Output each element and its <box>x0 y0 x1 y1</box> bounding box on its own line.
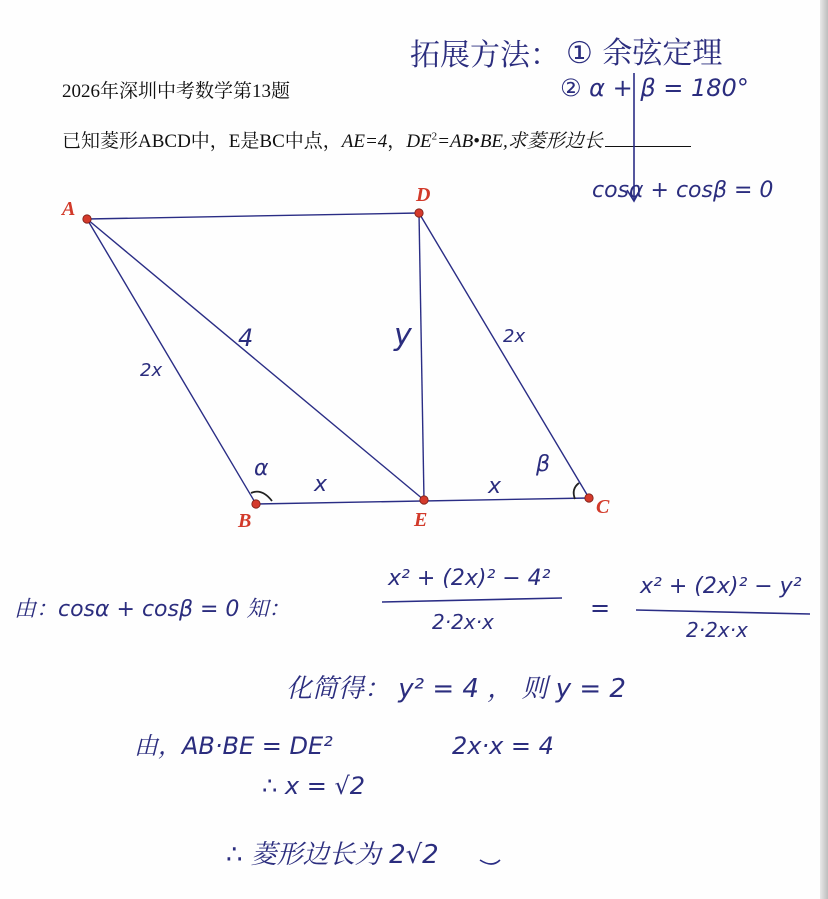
fraction1-numerator: x² + (2x)² − 4² <box>388 566 551 591</box>
point-a <box>83 215 91 223</box>
label-be: x <box>314 472 328 497</box>
point-e <box>420 496 428 504</box>
segment-de <box>419 213 424 500</box>
fraction1-denominator: 2·2x·x <box>432 610 494 634</box>
final-stroke <box>480 860 500 864</box>
method-title: 拓展方法： <box>410 38 560 73</box>
fraction2-numerator: x² + (2x)² − y² <box>640 574 802 599</box>
point-b <box>252 500 260 508</box>
problem-title: 2026年深圳中考数学第13题 <box>62 81 291 102</box>
angle-c-arc <box>574 483 579 499</box>
problem-rest: =AB•BE,求菱形边长 <box>437 131 603 152</box>
method-2: ② α + β = 180° <box>560 74 749 102</box>
label-angle-beta: β <box>536 452 551 477</box>
problem-sep: ， <box>387 131 407 152</box>
solution-line3-left: 由，AB·BE = DE² <box>134 732 333 760</box>
vertex-e-label: E <box>414 509 428 531</box>
label-ec: x <box>488 474 502 499</box>
method-1: ① 余弦定理 <box>566 36 723 71</box>
point-c <box>585 494 593 502</box>
problem-pre: 已知菱形ABCD中，E是BC中点， <box>62 131 342 152</box>
label-dc: 2x <box>503 326 526 347</box>
problem-de: DE <box>406 131 432 152</box>
solution-line2: 化简得： y² = 4 ， 则 y = 2 <box>286 674 626 704</box>
solution-line3-right: 2x·x = 4 <box>452 732 554 760</box>
cos-sum-note: cosα + cosβ = 0 <box>592 178 774 203</box>
segment-ab <box>87 219 256 504</box>
vertex-d-label: D <box>416 184 431 206</box>
fraction-bar-1 <box>382 598 562 602</box>
problem-de-exp: 2 <box>431 130 438 143</box>
solution-line5: ∴ 菱形边长为 2√2 <box>226 840 439 870</box>
solution-line1-prefix: 由：cosα + cosβ = 0 知： <box>14 597 291 622</box>
solution-line4: ∴ x = √2 <box>262 772 366 800</box>
label-ae: 4 <box>238 324 254 352</box>
fraction-equals: = <box>590 594 611 622</box>
label-ab: 2x <box>140 360 163 381</box>
label-angle-alpha: α <box>254 456 269 481</box>
vertex-a-label: A <box>62 198 76 220</box>
page-edge-shadow <box>820 0 828 899</box>
segment-ad <box>87 213 419 219</box>
vertex-b-label: B <box>238 510 252 532</box>
vertex-c-label: C <box>596 496 610 518</box>
fraction2-denominator: 2·2x·x <box>686 618 748 642</box>
point-d <box>415 209 423 217</box>
label-de: y <box>394 318 412 353</box>
problem-ae: AE=4 <box>341 131 388 152</box>
segment-dc <box>419 213 589 498</box>
fraction-bar-2 <box>636 610 810 614</box>
